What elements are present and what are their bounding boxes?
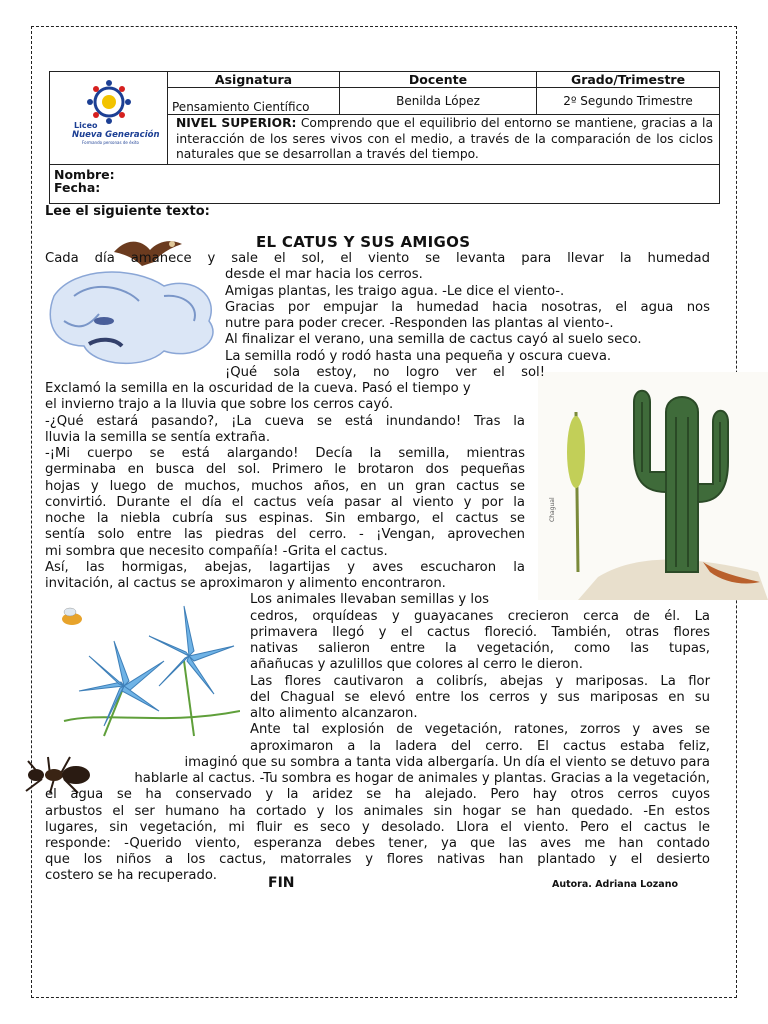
story-line: el agua se ha conservado y la aridez se ha alejado. Pero hay otros cerros cuyos <box>45 787 710 802</box>
story-line: alto alimento alcanzaron. <box>250 706 418 721</box>
col-teacher: Docente <box>340 72 537 88</box>
story-line: lugares, sin vegetación, mi fluir es seco y desolado. Llora el viento. Pero el cactus le <box>45 820 710 835</box>
story-line: del Chagual se elevó entre los cerros y sus mariposas en su <box>250 690 710 705</box>
cactus-illustration <box>538 372 768 600</box>
story-line: invitación, al cactus se aproximaron y alimento encontraron. <box>45 576 446 591</box>
nombre-label: Nombre: <box>54 166 115 182</box>
story-line: Al finalizar el verano, una semilla de cactus cayó al suelo seco. <box>225 332 642 347</box>
story-line: hojas y luego de muchos, muchos años, en un gran cactus se <box>45 479 525 494</box>
story-line: responde: -Querido viento, esperanza debes tener, ya que las aves me han contado <box>45 836 710 851</box>
story-line: cedros, orquídeas y guayacanes crecieron cerca de él. La <box>250 609 710 624</box>
story-line: sentía solo entre las piedras del cerro. - ¡Vengan, aprovechen <box>45 527 525 542</box>
wind-face-illustration <box>44 266 224 370</box>
story-author: Autora. Adriana Lozano <box>552 879 678 890</box>
svg-text:Liceo: Liceo <box>73 121 98 131</box>
story-line: -¡Mi cuerpo se está alargando! Decía la semilla, mientras <box>45 446 525 461</box>
nivel-label: NIVEL SUPERIOR: <box>176 116 297 130</box>
story-line: Ante tal explosión de vegetación, ratones, zorros y aves se <box>250 722 710 737</box>
story-line: que los niños a los cactus, matorrales y flores nativas han plantado y el desierto <box>45 852 710 867</box>
story-line: convirtió. Durante el día el cactus veía pasar al viento y por la <box>45 495 525 510</box>
story-line: primavera llegó y el cactus floreció. También, otras flores <box>250 625 710 640</box>
school-logo-icon <box>54 76 164 156</box>
story-line: el invierno trajo a la lluvia que sobre los cerros cayó. <box>45 397 394 412</box>
story-line: ¡Qué sola estoy, no logro ver el sol! <box>225 365 545 380</box>
story-line: Amigas plantas, les traigo agua. -Le dice el viento-. <box>225 284 565 299</box>
teacher-value: Benilda López <box>340 88 537 115</box>
story-line: nativas salieron entre la vegetación, como las tupas, <box>250 641 710 656</box>
grade-value: 2º Segundo Trimestre <box>537 88 720 115</box>
svg-text:Nueva Generación: Nueva Generación <box>71 130 159 141</box>
story-line: Así, las hormigas, abejas, lagartijas y aves escucharon la <box>45 560 525 575</box>
story-line: nutre para poder crecer. -Responden las plantas al viento-. <box>225 316 614 331</box>
story-end: FIN <box>268 875 295 891</box>
svg-text:Chagual: Chagual <box>549 497 556 522</box>
story-line: desde el mar hacia los cerros. <box>225 267 423 282</box>
learning-goal <box>168 115 720 165</box>
header-table <box>49 71 720 204</box>
story-line: Cada día amanece y sale el sol, el viento se levanta para llevar la humedad <box>45 251 710 266</box>
flowers-illustration <box>44 601 240 739</box>
story-line: arbustos el ser humano ha cortado y los animales sin hogar se han quedado. -En estos <box>45 804 710 819</box>
story-line: -¿Qué estará pasando?, ¡La cueva se está inundando! Tras la <box>45 414 525 429</box>
story-line: La semilla rodó y rodó hasta una pequeña y oscura cueva. <box>225 349 612 364</box>
story-line: Exclamó la semilla en la oscuridad de la cueva. Pasó el tiempo y <box>45 381 471 396</box>
story-line: germinaba en busca del sol. Primero le brotaron dos pequeñas <box>45 462 525 477</box>
bee-icon <box>62 608 82 625</box>
instruction: Lee el siguiente texto: <box>45 204 210 219</box>
story-line: costero se ha recuperado. <box>45 868 217 883</box>
story-line: hablarle al cactus. -Tu sombra es hogar de animales y plantas. Gracias a la vegetación, <box>134 771 710 786</box>
story-line: aproximaron a la ladera del cerro. El cactus estaba feliz, <box>250 739 710 754</box>
story-line: imaginó que su sombra a tanta vida albergaría. Un día el viento se detuvo para <box>184 755 710 770</box>
svg-text:Formando personas de éxito: Formando personas de éxito <box>81 140 139 146</box>
story-line: añañucas y azulillos que colores al cerro le dieron. <box>250 657 583 672</box>
school-logo <box>50 72 168 165</box>
nivel-text: Comprendo que el equilibrio del entorno se mantiene, gracias a la interacción de los seres vivos con el medio, a través de la comparación de los ciclos naturales que se desarrollan a través del tiempo. <box>176 116 713 161</box>
subject-value: Pensamiento Científico <box>168 88 340 115</box>
fecha-label: Fecha: <box>54 179 101 195</box>
story-line: Los animales llevaban semillas y los <box>250 592 490 607</box>
col-grade: Grado/Trimestre <box>537 72 720 88</box>
student-info <box>50 164 720 203</box>
story-line: lluvia la semilla se sentía extraña. <box>45 430 271 445</box>
story-line: Las flores cautivaron a colibrís, abejas y mariposas. La flor <box>250 674 710 689</box>
story-line: mi sombra que necesito compañía! -Grita el cactus. <box>45 544 388 559</box>
story-title: EL CATUS Y SUS AMIGOS <box>256 233 471 251</box>
col-subject: Asignatura <box>168 72 340 88</box>
story-line: noche la niebla cubría sus espinas. Sin embargo, el cactus se <box>45 511 525 526</box>
story-line: Gracias por empujar la humedad hacia nosotras, el agua nos <box>225 300 710 315</box>
